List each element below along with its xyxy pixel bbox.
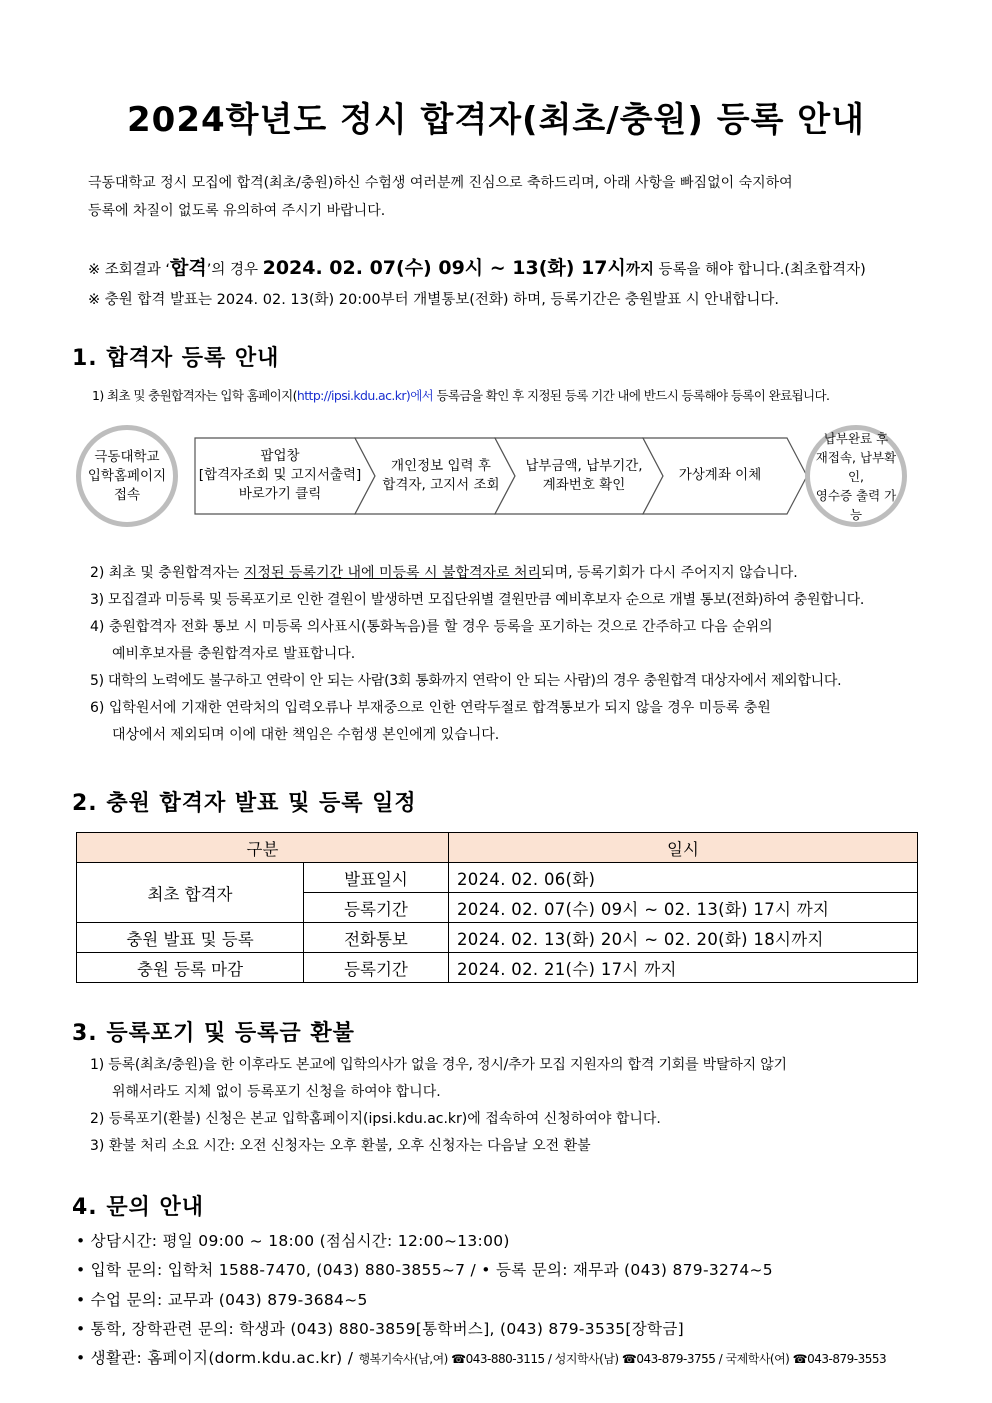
notice-date-range: 2024. 02. 07(수) 09시 ~ 13(화) 17시 [262,257,626,279]
table-row [77,923,918,953]
schedule-table [76,832,918,983]
contact-academic: • 수업 문의: 교무과 (043) 879-3684~5 [76,1291,368,1309]
row-sub: 등록기간 [304,893,449,923]
intro-line-2: 등록에 차질이 없도록 유의하여 주시기 바랍니다. [88,203,386,219]
notice-suffix: 등록을 해야 합니다.(최초합격자) [653,262,866,278]
row-date: 2024. 02. 21(수) 17시 까지 [449,953,918,983]
section1-item4-line1: 4) 충원합격자 전화 통보 시 미등록 의사표시(통화녹음)를 할 경우 등록을 포기하는 것으로 간주하고 다음 순위의 [90,619,773,635]
section1-item4-line2: 예비후보자를 충원합격자로 발표합니다. [112,646,356,662]
row-sub: 등록기간 [304,953,449,983]
contact-hours: • 상담시간: 평일 09:00 ~ 18:00 (점심시간: 12:00~13:00) [76,1232,510,1250]
dorm-phones: 행복기숙사(남,여) ☎043-880-3115 / 성지학사(남) ☎043-879-3755 / 국제학사(여) ☎043-879-3553 [358,1352,887,1366]
table-header-row [77,833,918,863]
section3-item1-line2: 위해서라도 지체 없이 등록포기 신청을 하여야 합니다. [112,1084,441,1100]
section1-item6-line2: 대상에서 제외되며 이에 대한 책임은 수험생 본인에게 있습니다. [112,727,500,743]
item1-prefix: 1) 최초 및 충원합격자는 입학 홈페이지( [92,388,297,403]
section1-item5: 5) 대학의 노력에도 불구하고 연락이 안 되는 사람(3회 통화까지 연락이 안 되는 사람)의 경우 충원합격 대상자에서 제외합니다. [90,673,842,689]
flow-step-payment-check: 납부금액, 납부기간, 계좌번호 확인 [525,457,643,493]
section4-heading: 4. 문의 안내 [72,1195,204,1220]
flow-end-circle: 납부완료 후 재접속, 납부확인, 영수증 출력 가능 [805,425,907,527]
section3-heading: 3. 등록포기 및 등록금 환불 [72,1021,355,1046]
row-date: 2024. 02. 13(화) 20시 ~ 02. 20(화) 18시까지 [449,923,918,953]
item1-suffix: 등록금을 확인 후 지정된 등록 기간 내에 반드시 등록해야 등록이 완료됩니다. [433,388,830,403]
flow-step-popup: 팝업창 [합격자조회 및 고지서출력] 바로가기 클릭 [198,448,362,502]
contact-admission: • 입학 문의: 입학처 1588-7470, (043) 880-3855~7 / • 등록 문의: 재무과 (043) 879-3274~5 [76,1261,773,1279]
row-group-closing: 충원 등록 마감 [77,953,304,983]
row-sub: 전화통보 [304,923,449,953]
section1-item1 [92,386,829,404]
row-date: 2024. 02. 06(화) [449,863,918,893]
notice-mid: ’의 경우 [206,262,263,278]
notice-additional: ※ 충원 합격 발표는 2024. 02. 13(화) 20:00부터 개별통보(전화) 하며, 등록기간은 충원발표 시 안내합니다. [88,292,779,308]
admission-homepage-link[interactable]: http://ipsi.kdu.ac.kr)에서 [296,388,434,403]
row-date: 2024. 02. 07(수) 09시 ~ 02. 13(화) 17시 까지 [449,893,918,923]
section1-item3: 3) 모집결과 미등록 및 등록포기로 인한 결원이 발생하면 모집단위별 결원만큼 예비후보자 순으로 개별 통보(전화)하여 충원합니다. [90,592,864,608]
notice-until: 까지 [625,262,654,278]
section3-item3: 3) 환불 처리 소요 시간: 오전 신청자는 오후 환불, 오후 신청자는 다음날 오전 환불 [90,1138,591,1154]
header-ilsi: 일시 [449,833,918,863]
contact-dormitory [76,1346,886,1368]
table-row [77,953,918,983]
section1-heading: 1. 합격자 등록 안내 [72,346,280,371]
contact-student: • 통학, 장학관련 문의: 학생과 (043) 880-3859[통학버스], (043) 879-3535[장학금] [76,1320,684,1338]
flow-step-personal-info: 개인정보 입력 후 합격자, 고지서 조회 [382,457,500,493]
section3-item2: 2) 등록포기(환불) 신청은 본교 입학홈페이지(ipsi.kdu.ac.kr)에 접속하여 신청하여야 합니다. [90,1111,661,1127]
row-group-additional: 충원 발표 및 등록 [77,923,304,953]
header-gubun: 구분 [77,833,449,863]
notice-first-admission [88,253,866,280]
row-sub: 발표일시 [304,863,449,893]
dorm-homepage: • 생활관: 홈페이지(dorm.kdu.ac.kr) / [76,1349,359,1367]
page-title: 2024학년도 정시 합격자(최초/충원) 등록 안내 [127,100,865,140]
row-group-first: 최초 합격자 [77,863,304,923]
section2-heading: 2. 충원 합격자 발표 및 등록 일정 [72,791,417,816]
flow-start-circle: 극동대학교 입학홈페이지 접속 [76,425,178,527]
item2-underlined: 지정된 등록기간 내에 미등록 시 불합격자로 처리 [243,565,542,581]
table-row [77,863,918,893]
section1-item2: 2) 최초 및 충원합격자는 지정된 등록기간 내에 미등록 시 불합격자로 처리되며, 등록기회가 다시 주어지지 않습니다. [90,565,798,581]
section3-item1-line1: 1) 등록(최초/충원)을 한 이후라도 본교에 입학의사가 없을 경우, 정시/추가 모집 지원자의 합격 기회를 박탈하지 않기 [90,1057,787,1073]
notice-pass-word: 합격 [170,257,207,279]
notice-prefix: ※ 조회결과 ‘ [88,262,171,278]
intro-line-1: 극동대학교 정시 모집에 합격(최초/충원)하신 수험생 여러분께 진심으로 축하드리며, 아래 사항을 빠짐없이 숙지하여 [88,175,793,191]
section1-item6-line1: 6) 입학원서에 기재한 연락처의 입력오류나 부재중으로 인한 연락두절로 합격통보가 되지 않을 경우 미등록 충원 [90,700,771,716]
flow-step-transfer: 가상계좌 이체 [678,467,762,483]
